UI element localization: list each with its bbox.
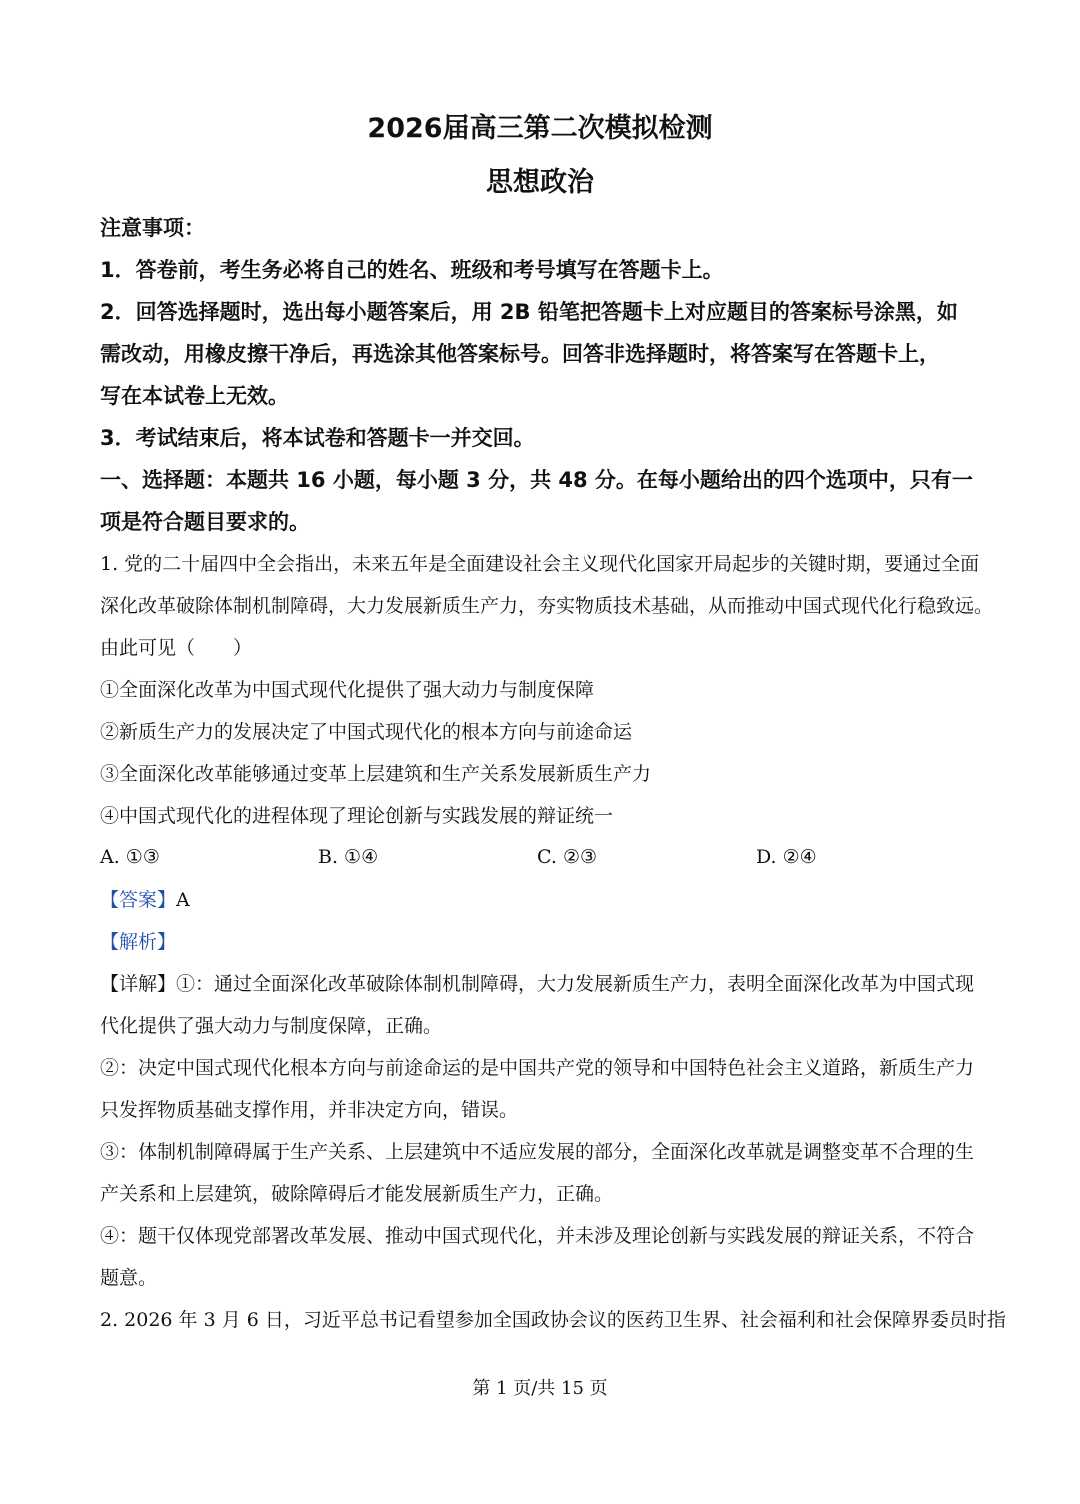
detail-line: ④：题干仅体现党部署改革发展、推动中国式现代化，并未涉及理论创新与实践发展的辩证关系，不符合 [100, 1225, 975, 1247]
section-heading: 一、选择题：本题共 16 小题，每小题 3 分，共 48 分。在每小题给出的四个选项中，只有一 [100, 468, 973, 492]
note-line: 2．回答选择题时，选出每小题答案后，用 2B 铅笔把答题卡上对应题目的答案标号涂黑，如 [100, 300, 958, 324]
answer-line [100, 888, 190, 912]
detail-label: 【详解】 [100, 973, 177, 995]
note-line: 需改动，用橡皮擦干净后，再选涂其他答案标号。回答非选择题时，将答案写在答题卡上， [100, 342, 940, 366]
note-line: 3．考试结束后，将本试卷和答题卡一并交回。 [100, 426, 535, 450]
option-b: B. ①④ [318, 846, 379, 868]
exam-title: 2026届高三第二次模拟检测 [367, 113, 713, 144]
detail-text: ①：通过全面深化改革破除体制机制障碍，大力发展新质生产力，表明全面深化改革为中国式现 [176, 973, 975, 995]
detail-line: 只发挥物质基础支撑作用，并非决定方向，错误。 [100, 1099, 519, 1121]
question-stem: 深化改革破除体制机制障碍，大力发展新质生产力，夯实物质技术基础，从而推动中国式现代化行稳致远。 [100, 595, 994, 617]
detail-line [100, 972, 974, 996]
note-line: 写在本试卷上无效。 [100, 384, 289, 408]
section-heading: 项是符合题目要求的。 [100, 510, 310, 534]
detail-line: 题意。 [100, 1267, 158, 1289]
page-footer: 第 1 页/共 15 页 [472, 1378, 608, 1399]
question-item: ①全面深化改革为中国式现代化提供了强大动力与制度保障 [100, 679, 595, 701]
question-2-stem: 2. 2026 年 3 月 6 日，习近平总书记看望参加全国政协会议的医药卫生界、社会福利和社会保障界委员时指 [100, 1309, 1006, 1331]
answer-value: A [176, 889, 190, 911]
note-line: 1．答卷前，考生务必将自己的姓名、班级和考号填写在答题卡上。 [100, 258, 724, 282]
notes-heading: 注意事项： [100, 216, 205, 240]
answer-label: 【答案】 [100, 889, 177, 911]
question-stem: 由此可见（ ） [100, 637, 253, 659]
analysis-label: 【解析】 [100, 931, 177, 953]
subject-title: 思想政治 [486, 167, 594, 198]
detail-line: 产关系和上层建筑，破除障碍后才能发展新质生产力，正确。 [100, 1183, 614, 1205]
question-item: ②新质生产力的发展决定了中国式现代化的根本方向与前途命运 [100, 721, 633, 743]
detail-line: ③：体制机制障碍属于生产关系、上层建筑中不适应发展的部分，全面深化改革就是调整变革不合理的生 [100, 1141, 975, 1163]
question-item: ④中国式现代化的进程体现了理论创新与实践发展的辩证统一 [100, 805, 614, 827]
detail-line: 代化提供了强大动力与制度保障，正确。 [100, 1015, 443, 1037]
option-c: C. ②③ [537, 846, 598, 868]
question-stem: 1. 党的二十届四中全会指出，未来五年是全面建设社会主义现代化国家开局起步的关键时期，要通过全面 [100, 553, 980, 575]
option-d: D. ②④ [756, 846, 817, 868]
question-item: ③全面深化改革能够通过变革上层建筑和生产关系发展新质生产力 [100, 763, 652, 785]
detail-line: ②：决定中国式现代化根本方向与前途命运的是中国共产党的领导和中国特色社会主义道路，新质生产力 [100, 1057, 975, 1079]
option-a: A. ①③ [100, 846, 160, 868]
